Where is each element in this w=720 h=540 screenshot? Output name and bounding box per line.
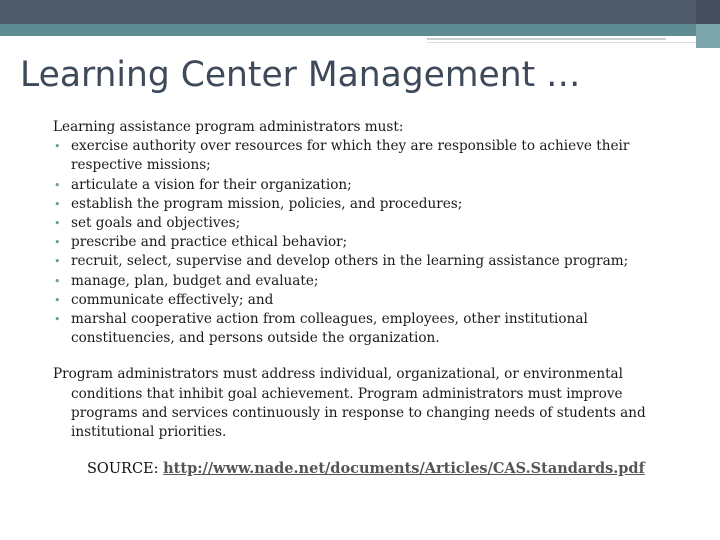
admin-paragraph: Program administrators must address individual, organizational, or environmental conditions that inhibit goal achievement. Program administrators must improve programs and services continuously in response to changing needs of students and institutional priorities. [53,366,646,441]
slide-title: Learning Center Management … [20,55,581,95]
source-link[interactable]: http://www.nade.net/documents/Articles/CAS.Standards.pdf [163,460,645,478]
header-accent-line-secondary [427,42,696,43]
header-bar-teal [0,24,696,36]
list-item: • set goals and objectives; [53,214,678,233]
list-item: • communicate effectively; and [53,291,678,310]
header-bar-teal-corner [696,24,720,48]
list-item: • establish the program mission, policies, and procedures; [53,195,678,214]
intro-text: Learning assistance program administrators must: [53,119,404,135]
source-label: SOURCE: [87,461,164,478]
list-item: • manage, plan, budget and evaluate; [53,272,678,291]
bullet-list [53,137,678,348]
header-bar-dark-corner [696,0,720,24]
list-item: • articulate a vision for their organization; [53,176,678,195]
header-accent-line [427,38,666,40]
list-item: • recruit, select, supervise and develop others in the learning assistance program; [53,252,678,271]
list-item: • exercise authority over resources for which they are responsible to achieve their respective missions; [53,137,678,175]
list-item: • marshal cooperative action from colleagues, employees, other institutional constituencies, and persons outside the organization. [53,310,678,348]
source-citation [53,459,678,479]
header-bar-dark [0,0,696,24]
list-item: • prescribe and practice ethical behavior; [53,233,678,252]
slide-body [53,118,678,479]
